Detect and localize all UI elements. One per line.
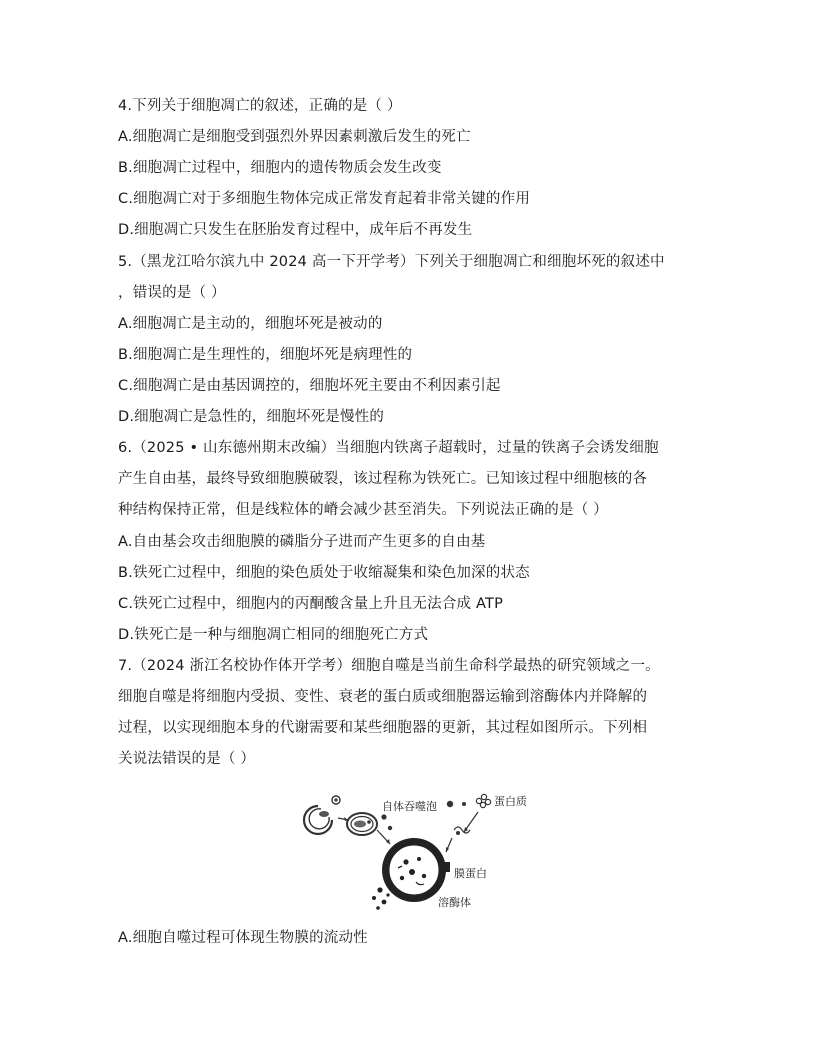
phagophore-icon <box>304 796 340 834</box>
q5-stem-line-1: 5.（黑龙江哈尔滨九中 2024 高一下开学考）下列关于细胞凋亡和细胞坏死的叙述中 <box>118 254 665 270</box>
q6-stem-line-3: 种结构保持正常，但是线粒体的嵴会减少甚至消失。下列说法正确的是（ ） <box>118 502 608 518</box>
lysosome-icon <box>382 838 450 902</box>
q5-option-a: A.细胞凋亡是主动的，细胞坏死是被动的 <box>118 316 383 332</box>
q5-option-b: B.细胞凋亡是生理性的，细胞坏死是病理性的 <box>118 347 413 363</box>
q7-option-a: A.细胞自噬过程可体现生物膜的流动性 <box>118 930 368 946</box>
q5-option-c: C.细胞凋亡是由基因调控的，细胞坏死主要由不利因素引起 <box>118 378 501 394</box>
autophagosome-icon <box>347 813 377 835</box>
autophagosome-label: 自体吞噬泡 <box>382 800 437 813</box>
autophagy-diagram <box>288 786 538 914</box>
q6-option-d: D.铁死亡是一种与细胞凋亡相同的细胞死亡方式 <box>118 627 429 643</box>
q5-option-d: D.细胞凋亡是急性的，细胞坏死是慢性的 <box>118 409 385 425</box>
q6-option-a: A.自由基会攻击细胞膜的磷脂分子进而产生更多的自由基 <box>118 534 486 550</box>
protein-label: 蛋白质 <box>494 795 527 808</box>
q4-option-b: B.细胞凋亡过程中，细胞内的遗传物质会发生改变 <box>118 160 442 176</box>
q7-stem-line-1: 7.（2024 浙江名校协作体开学考）细胞自噬是当前生命科学最热的研究领域之一。 <box>118 658 660 674</box>
q6-stem-line-1: 6.（2025 • 山东德州期末改编）当细胞内铁离子超载时，过量的铁离子会诱发细胞 <box>118 440 659 456</box>
q4-stem: 4.下列关于细胞凋亡的叙述，正确的是（ ） <box>118 98 402 114</box>
q7-stem-line-3: 过程，以实现细胞本身的代谢需要和某些细胞器的更新，其过程如图所示。下列相 <box>118 720 648 736</box>
membrane-protein-label: 膜蛋白 <box>454 867 487 880</box>
q5-stem-line-2: ，错误的是（ ） <box>118 285 226 301</box>
q4-option-d: D.细胞凋亡只发生在胚胎发育过程中，成年后不再发生 <box>118 222 473 238</box>
q6-stem-line-2: 产生自由基，最终导致细胞膜破裂，该过程称为铁死亡。已知该过程中细胞核的各 <box>118 471 648 487</box>
q4-option-a: A.细胞凋亡是细胞受到强烈外界因素刺激后发生的死亡 <box>118 129 471 145</box>
q4-option-c: C.细胞凋亡对于多细胞生物体完成正常发育起着非常关键的作用 <box>118 191 531 207</box>
q7-stem-line-2: 细胞自噬是将细胞内受损、变性、衰老的蛋白质或细胞器运输到溶酶体内并降解的 <box>118 689 648 705</box>
q7-stem-line-4: 关说法错误的是（ ） <box>118 751 256 767</box>
lysosome-label: 溶酶体 <box>438 896 471 909</box>
q6-option-b: B.铁死亡过程中，细胞的染色质处于收缩凝集和染色加深的状态 <box>118 565 530 581</box>
protein-icon <box>476 794 490 807</box>
q6-option-c: C.铁死亡过程中，细胞内的丙酮酸含量上升且无法合成 ATP <box>118 596 504 612</box>
